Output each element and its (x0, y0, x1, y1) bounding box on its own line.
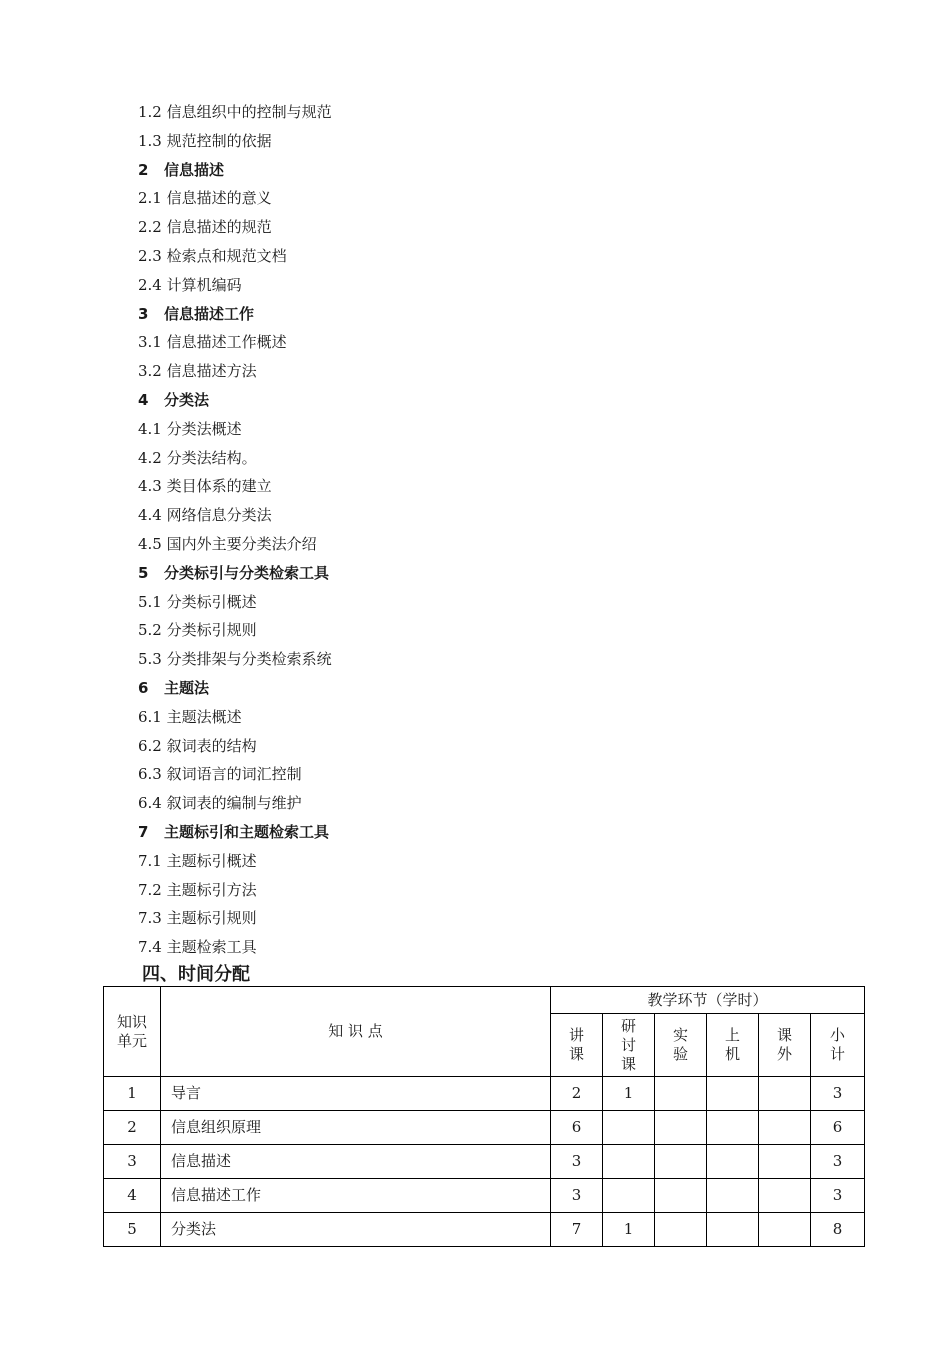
table-row (104, 1179, 865, 1213)
outline-item: 1.3 规范控制的依据 (138, 131, 272, 150)
outline-item: 2.3 检索点和规范文档 (138, 246, 287, 265)
cell-unit: 4 (104, 1179, 161, 1213)
subheader-lab: 实 验 (655, 1014, 707, 1077)
outline-heading-number: 2 (138, 160, 149, 179)
outline-heading-text: 主题法 (164, 678, 210, 697)
outline-heading (138, 386, 332, 415)
outline-item: 6.3 叙词语言的词汇控制 (138, 765, 302, 784)
outline-heading-text: 分类标引与分类检索工具 (164, 563, 330, 582)
course-outline (138, 98, 332, 962)
outline-heading-number: 6 (138, 678, 149, 697)
outline-item: 2.1 信息描述的意义 (138, 189, 272, 208)
outline-heading-text: 信息描述 (164, 160, 225, 179)
outline-item: 2.2 信息描述的规范 (138, 218, 272, 237)
cell-seminar (603, 1111, 655, 1145)
cell-extra (759, 1077, 811, 1111)
cell-lab (655, 1145, 707, 1179)
cell-total: 6 (811, 1111, 865, 1145)
cell-lecture: 6 (551, 1111, 603, 1145)
cell-computer (707, 1179, 759, 1213)
cell-computer (707, 1145, 759, 1179)
subheader-computer: 上 机 (707, 1014, 759, 1077)
cell-lab (655, 1213, 707, 1247)
cell-lab (655, 1077, 707, 1111)
outline-item: 5.3 分类排架与分类检索系统 (138, 650, 332, 669)
header-teaching-hours: 教学环节（学时） (551, 987, 865, 1014)
table-row (104, 1213, 865, 1247)
cell-lecture: 3 (551, 1145, 603, 1179)
subheader-total: 小 计 (811, 1014, 865, 1077)
outline-item: 6.2 叙词表的结构 (138, 736, 257, 755)
outline-item: 3.1 信息描述工作概述 (138, 333, 287, 352)
cell-seminar: 1 (603, 1213, 655, 1247)
outline-item: 1.2 信息组织中的控制与规范 (138, 103, 332, 121)
outline-heading (138, 300, 332, 329)
header-knowledge-point: 知 识 点 (161, 987, 551, 1077)
header-knowledge-unit: 知识 单元 (104, 987, 161, 1077)
cell-lecture: 7 (551, 1213, 603, 1247)
cell-total: 8 (811, 1213, 865, 1247)
cell-lecture: 2 (551, 1077, 603, 1111)
cell-seminar: 1 (603, 1077, 655, 1111)
outline-item: 6.1 主题法概述 (138, 707, 242, 726)
outline-heading-number: 5 (138, 563, 149, 582)
time-allocation-table (103, 986, 865, 1247)
cell-unit: 5 (104, 1213, 161, 1247)
outline-item: 4.4 网络信息分类法 (138, 506, 272, 525)
outline-item: 7.4 主题检索工具 (138, 938, 257, 957)
table-row (104, 1145, 865, 1179)
table-row (104, 1077, 865, 1111)
cell-lecture: 3 (551, 1179, 603, 1213)
outline-item: 4.3 类目体系的建立 (138, 477, 272, 496)
cell-point: 分类法 (161, 1213, 551, 1247)
cell-computer (707, 1077, 759, 1111)
outline-heading (138, 674, 332, 703)
outline-item: 5.2 分类标引规则 (138, 621, 257, 640)
table-row (104, 1111, 865, 1145)
outline-heading (138, 559, 332, 588)
outline-item: 7.1 主题标引概述 (138, 851, 257, 870)
cell-unit: 3 (104, 1145, 161, 1179)
cell-computer (707, 1213, 759, 1247)
outline-item: 5.1 分类标引概述 (138, 592, 257, 611)
outline-heading-number: 4 (138, 390, 149, 409)
cell-computer (707, 1111, 759, 1145)
outline-item: 3.2 信息描述方法 (138, 362, 257, 381)
cell-point: 导言 (161, 1077, 551, 1111)
outline-heading (138, 156, 332, 185)
outline-heading-text: 信息描述工作 (164, 304, 255, 323)
cell-unit: 1 (104, 1077, 161, 1111)
cell-lab (655, 1179, 707, 1213)
outline-item: 4.2 分类法结构。 (138, 448, 257, 467)
cell-unit: 2 (104, 1111, 161, 1145)
outline-heading-number: 7 (138, 822, 149, 841)
subheader-extra: 课 外 (759, 1014, 811, 1077)
cell-extra (759, 1213, 811, 1247)
section-title: 四、时间分配 (142, 964, 250, 985)
subheader-seminar: 研 讨 课 (603, 1014, 655, 1077)
outline-item: 4.1 分类法概述 (138, 419, 242, 438)
outline-item: 6.4 叙词表的编制与维护 (138, 794, 302, 813)
cell-lab (655, 1111, 707, 1145)
subheader-lecture: 讲 课 (551, 1014, 603, 1077)
outline-item: 7.2 主题标引方法 (138, 880, 257, 899)
cell-total: 3 (811, 1145, 865, 1179)
outline-heading-text: 主题标引和主题检索工具 (164, 822, 330, 841)
outline-heading-number: 3 (138, 304, 149, 323)
cell-seminar (603, 1145, 655, 1179)
cell-extra (759, 1145, 811, 1179)
outline-item: 4.5 国内外主要分类法介绍 (138, 534, 317, 553)
cell-extra (759, 1179, 811, 1213)
cell-point: 信息组织原理 (161, 1111, 551, 1145)
outline-item: 7.3 主题标引规则 (138, 909, 257, 928)
cell-total: 3 (811, 1077, 865, 1111)
cell-point: 信息描述 (161, 1145, 551, 1179)
cell-seminar (603, 1179, 655, 1213)
cell-total: 3 (811, 1179, 865, 1213)
outline-item: 2.4 计算机编码 (138, 275, 242, 294)
outline-heading-text: 分类法 (164, 390, 210, 409)
cell-extra (759, 1111, 811, 1145)
cell-point: 信息描述工作 (161, 1179, 551, 1213)
outline-heading (138, 818, 332, 847)
